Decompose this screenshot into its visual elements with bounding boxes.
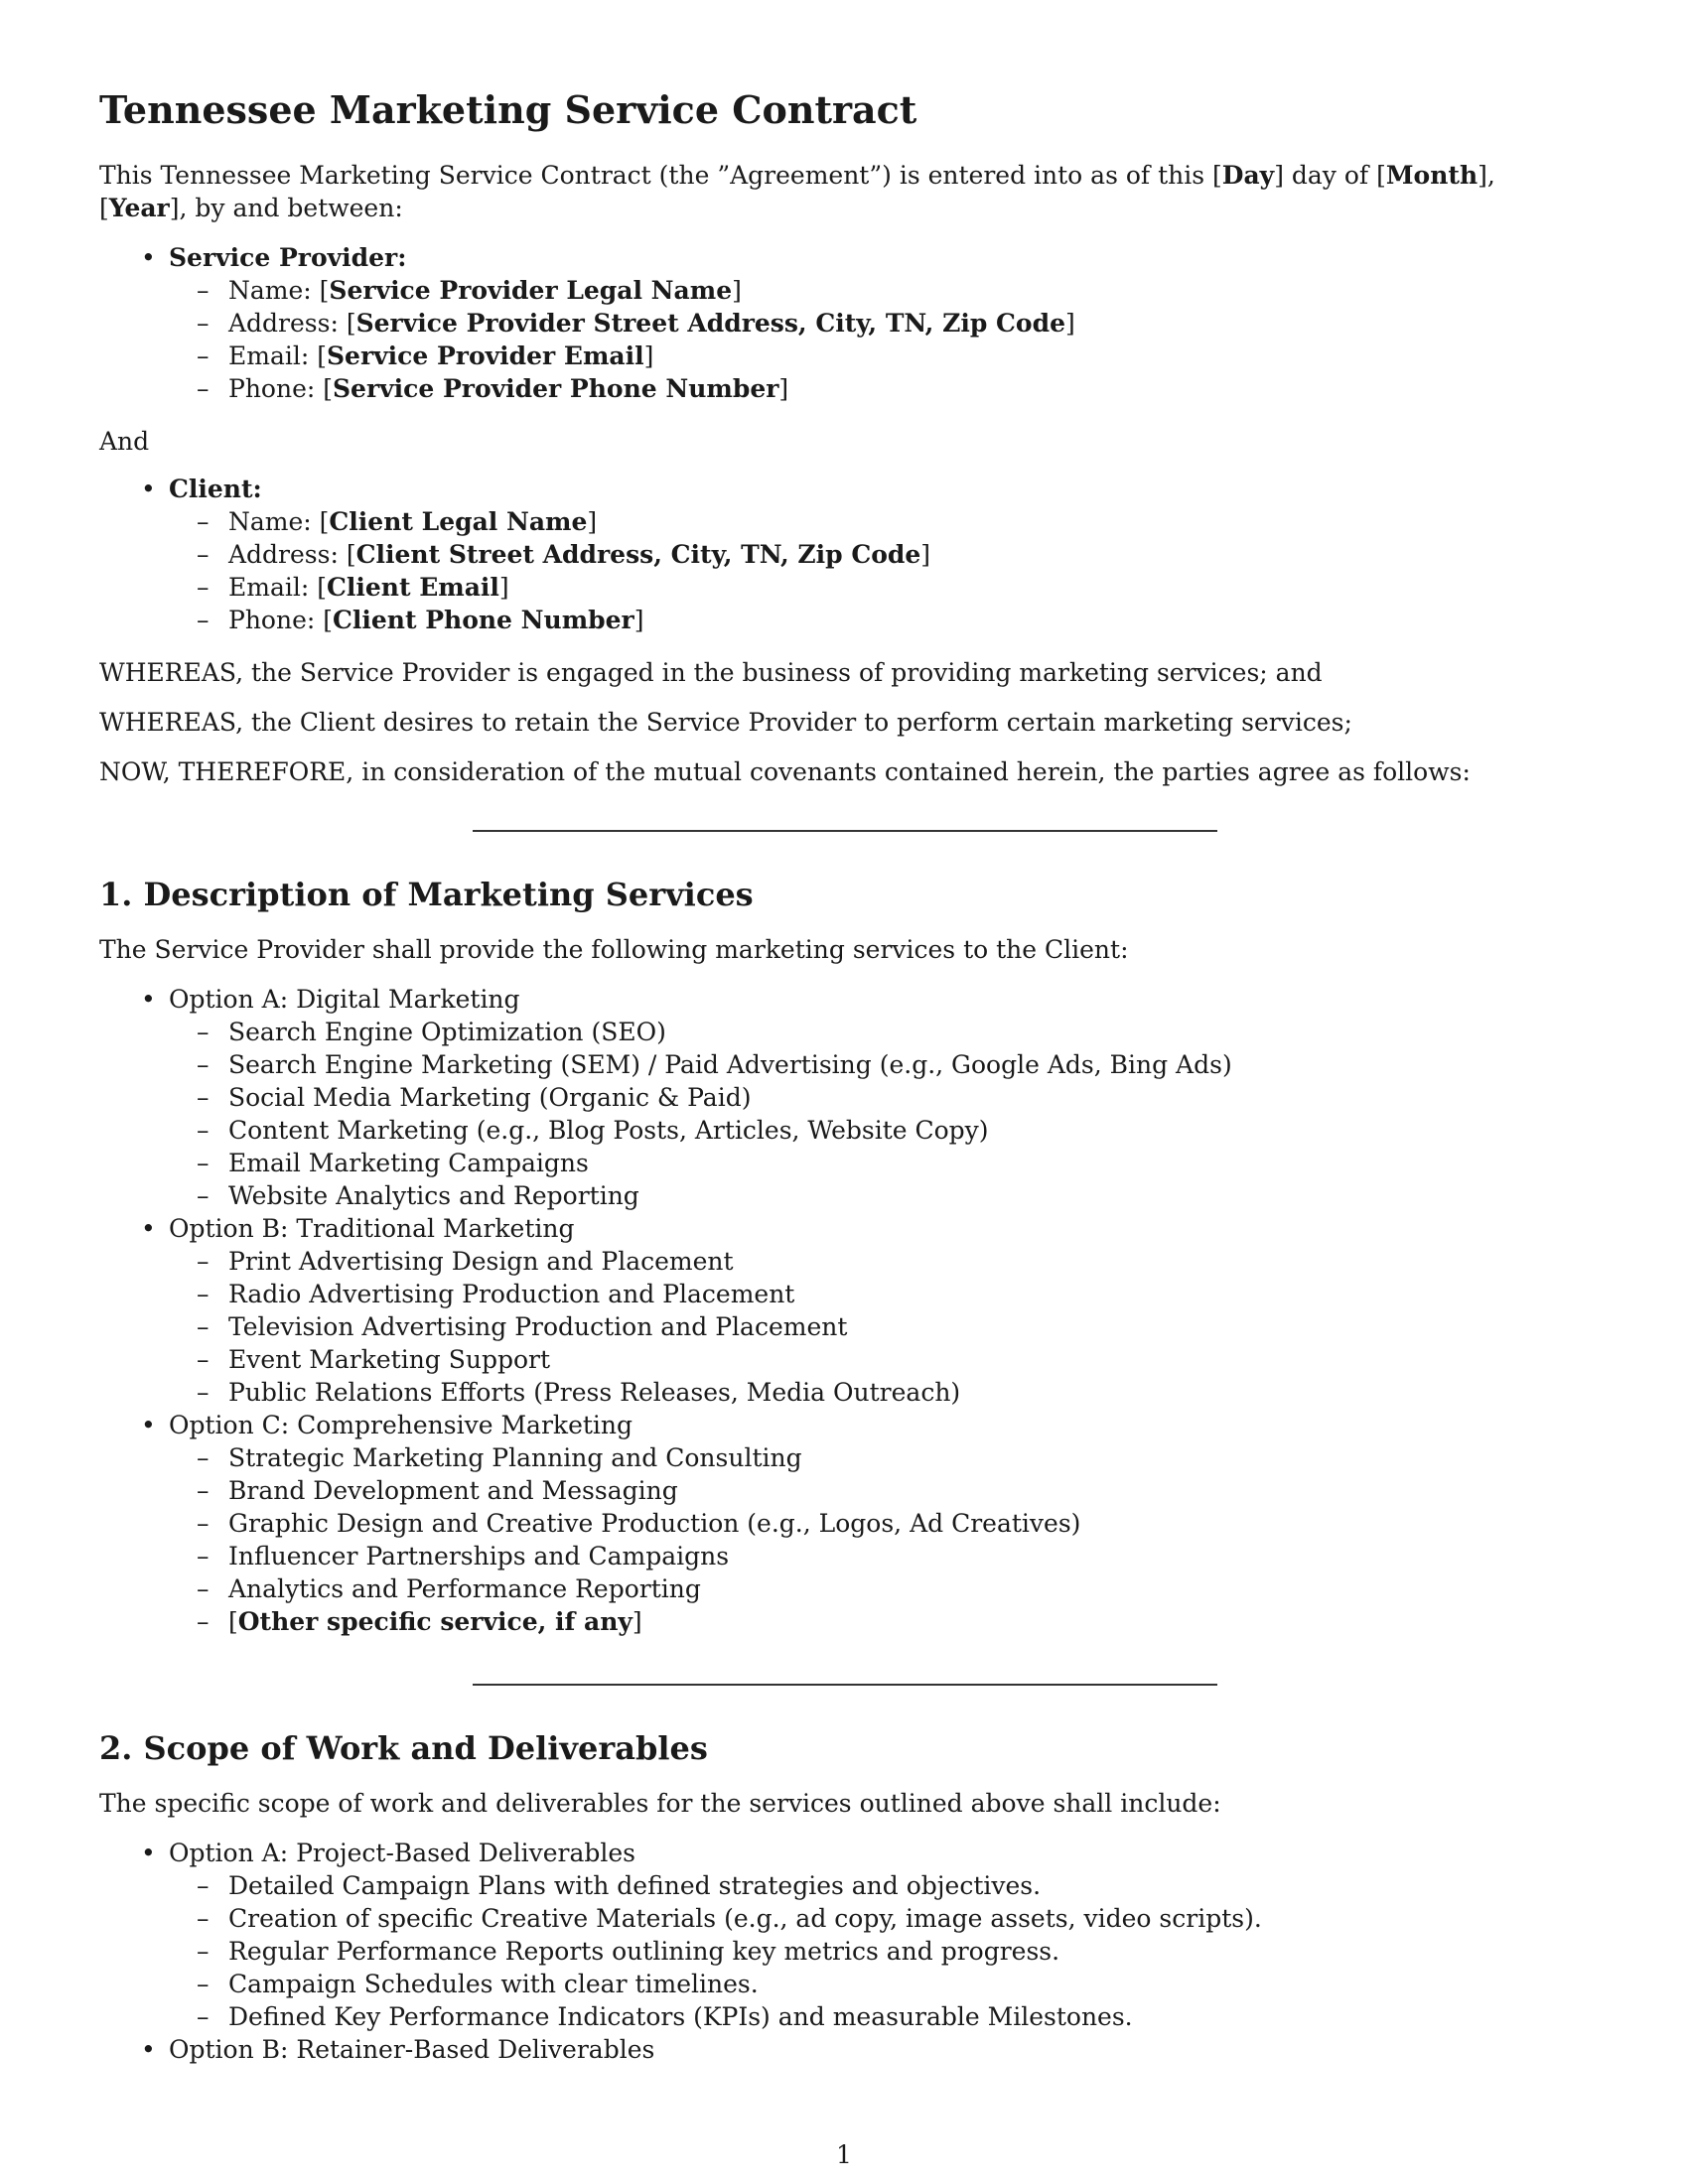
deliverable-option <box>99 1837 1262 2033</box>
provider-email-field: – Email: [Service Provider Email] <box>169 340 1075 372</box>
client-phone-field: – Phone: [Client Phone Number] <box>169 604 930 636</box>
provider-address-field: – Address: [Service Provider Street Address, City, TN, Zip Code] <box>169 307 1075 340</box>
option-b-label: Option B: Traditional Marketing <box>169 1214 575 1243</box>
section-1-heading: 1. Description of Marketing Services <box>99 876 754 913</box>
option-c-items <box>169 1441 1232 1638</box>
option-a-items <box>169 1869 1262 2033</box>
list-item: – Event Marketing Support <box>169 1343 1232 1376</box>
list-item: – Public Relations Efforts (Press Releases, Media Outreach) <box>169 1376 1232 1409</box>
document-title: Tennessee Marketing Service Contract <box>99 87 917 132</box>
list-item: – Defined Key Performance Indicators (KPIs) and measurable Milestones. <box>169 2000 1262 2033</box>
client-name-field: – Name: [Client Legal Name] <box>169 505 930 538</box>
section-1-intro: The Service Provider shall provide the following marketing services to the Client: <box>99 935 1129 964</box>
provider-fields <box>169 274 1075 405</box>
list-item: – Television Advertising Production and Placement <box>169 1310 1232 1343</box>
day-placeholder: Day <box>1221 161 1275 190</box>
list-item: – Radio Advertising Production and Placement <box>169 1278 1232 1310</box>
list-item: – Email Marketing Campaigns <box>169 1147 1232 1179</box>
option-a-label: Option A: Project-Based Deliverables <box>169 1839 636 1867</box>
and-text: And <box>99 427 150 456</box>
list-item: – Regular Performance Reports outlining key metrics and progress. <box>169 1935 1262 1968</box>
provider-item <box>99 241 1075 405</box>
provider-list <box>99 241 1075 405</box>
intro-text: ] day of [ <box>1274 161 1386 190</box>
section-2-intro: The specific scope of work and deliverables for the services outlined above shall include: <box>99 1789 1221 1818</box>
list-item: – Influencer Partnerships and Campaigns <box>169 1540 1232 1572</box>
other-service-placeholder: – [Other specific service, if any] <box>169 1605 1232 1638</box>
list-item: – Creation of specific Creative Materials (e.g., ad copy, image assets, video scripts). <box>169 1902 1262 1935</box>
list-item: – Content Marketing (e.g., Blog Posts, Articles, Website Copy) <box>169 1114 1232 1147</box>
intro-text: ], by and between: <box>169 194 403 222</box>
list-item: – Website Analytics and Reporting <box>169 1179 1232 1212</box>
intro-text: ], [ <box>99 161 1495 222</box>
year-placeholder: Year <box>108 194 170 222</box>
provider-phone-field: – Phone: [Service Provider Phone Number] <box>169 372 1075 405</box>
list-item: – Brand Development and Messaging <box>169 1474 1232 1507</box>
whereas-clause-2: WHEREAS, the Client desires to retain the Service Provider to perform certain marketing services; <box>99 708 1352 737</box>
client-email-field: – Email: [Client Email] <box>169 571 930 604</box>
client-heading: Client: <box>169 475 262 503</box>
option-b-label: Option B: Retainer-Based Deliverables <box>169 2035 655 2064</box>
intro-text: This Tennessee Marketing Service Contract (the ”Agreement”) is entered into as of this [ <box>99 161 1222 190</box>
client-item <box>99 473 930 636</box>
deliverables-list <box>99 1837 1262 2066</box>
section-2-heading: 2. Scope of Work and Deliverables <box>99 1729 708 1767</box>
section-divider <box>473 830 1217 832</box>
page-number: 1 <box>836 2140 852 2169</box>
option-a-items <box>169 1016 1232 1212</box>
list-item: – Analytics and Performance Reporting <box>169 1572 1232 1605</box>
month-placeholder: Month <box>1385 161 1478 190</box>
list-item: – Graphic Design and Creative Production (e.g., Logos, Ad Creatives) <box>169 1507 1232 1540</box>
deliverable-option <box>99 2033 1262 2066</box>
list-item: – Campaign Schedules with clear timelines. <box>169 1968 1262 2000</box>
provider-name-field: – Name: [Service Provider Legal Name] <box>169 274 1075 307</box>
provider-heading: Service Provider: <box>169 243 407 272</box>
intro-paragraph <box>99 159 1589 224</box>
list-item: – Search Engine Marketing (SEM) / Paid Advertising (e.g., Google Ads, Bing Ads) <box>169 1048 1232 1081</box>
section-divider <box>473 1684 1217 1686</box>
client-address-field: – Address: [Client Street Address, City, TN, Zip Code] <box>169 538 930 571</box>
service-option <box>99 1212 1232 1409</box>
option-b-items <box>169 1245 1232 1409</box>
service-option <box>99 983 1232 1212</box>
option-a-label: Option A: Digital Marketing <box>169 985 520 1014</box>
list-item: – Social Media Marketing (Organic & Paid) <box>169 1081 1232 1114</box>
list-item: – Strategic Marketing Planning and Consulting <box>169 1441 1232 1474</box>
whereas-clause-1: WHEREAS, the Service Provider is engaged in the business of providing marketing services; and <box>99 658 1323 687</box>
client-fields <box>169 505 930 636</box>
list-item: – Print Advertising Design and Placement <box>169 1245 1232 1278</box>
service-option <box>99 1409 1232 1638</box>
client-list <box>99 473 930 636</box>
list-item: – Detailed Campaign Plans with defined strategies and objectives. <box>169 1869 1262 1902</box>
list-item: – Search Engine Optimization (SEO) <box>169 1016 1232 1048</box>
now-therefore-clause: NOW, THEREFORE, in consideration of the mutual covenants contained herein, the parties agree as follows: <box>99 757 1471 786</box>
option-c-label: Option C: Comprehensive Marketing <box>169 1411 633 1439</box>
services-list <box>99 983 1232 1638</box>
